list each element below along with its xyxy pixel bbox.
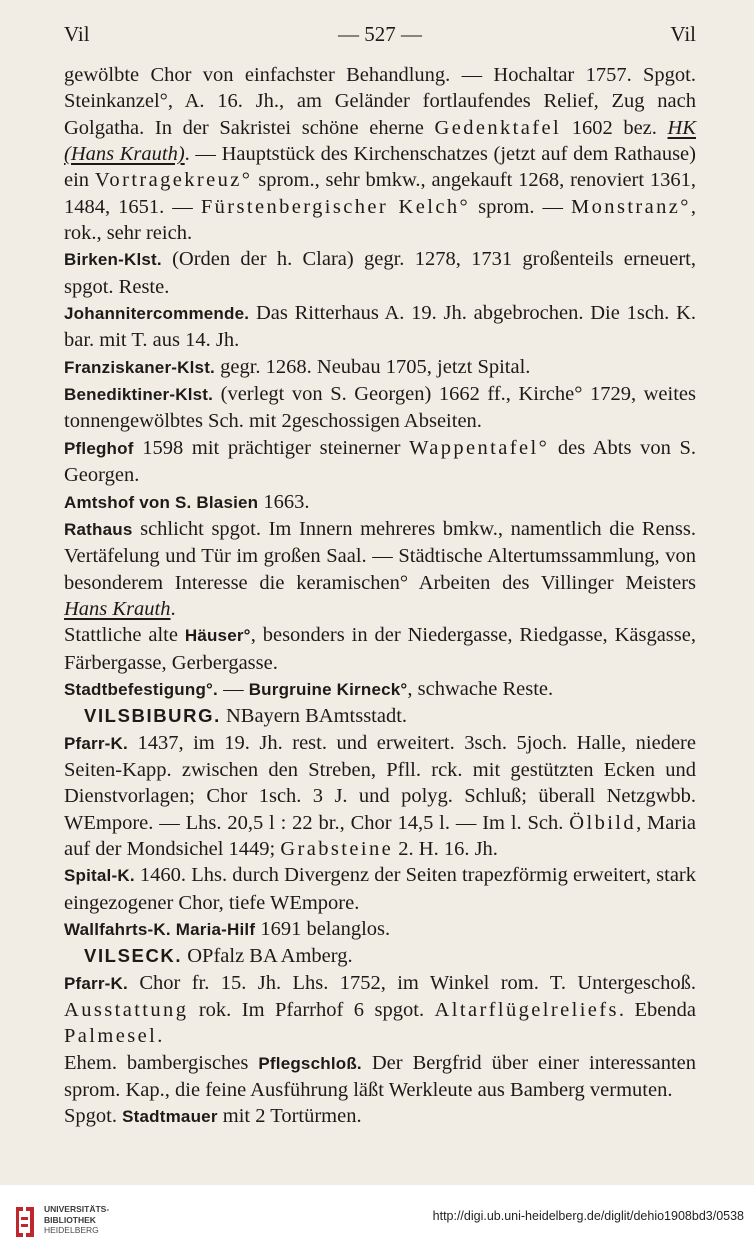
spaced-term: Vortragekreuz° [94, 169, 253, 192]
entry-paragraph [64, 703, 696, 729]
logo-line-2: BIBLIOTHEK [44, 1214, 96, 1225]
entry-text: Spgot. [64, 1105, 123, 1128]
spaced-term: Ölbild [569, 811, 637, 834]
entry-text: gegr. 1268. Neubau 1705, jetzt Spital. [214, 355, 531, 378]
entry-heading: Benediktiner-Klst. [64, 385, 214, 405]
spaced-term: Ausstattung [64, 999, 189, 1022]
entry-paragraph [64, 970, 696, 1050]
body-text [64, 62, 696, 1131]
library-logo[interactable] [12, 1202, 127, 1242]
entry-text: 1460. Lhs. durch Divergenz der Seiten trapezförmig erweitert, stark eingezogener Chor, tiefe WEmpore. [64, 864, 696, 914]
entry-paragraph [64, 300, 696, 354]
spaced-term: Gedenktafel [434, 116, 562, 139]
entry-heading: Stadtbefestigung°. [64, 679, 218, 699]
entry-text: OPfalz BA Amberg. [182, 945, 353, 968]
header-right-keyword: Vil [670, 22, 696, 46]
entry-heading: Pfleghof [64, 438, 134, 458]
entry-paragraph [64, 381, 696, 435]
entry-paragraph [64, 516, 696, 622]
entry-text: schlicht spgot. Im Innern mehreres bmkw., namentlich die Renss. Vertäfelung und Tür im großen Saal. — Städtische Altertumssammlung, von besonderem Interesse die keramischen° Arbeiten des Villinger Meisters [64, 517, 696, 594]
entry-text: Chor fr. 15. Jh. Lhs. 1752, im Winkel rom. T. Untergeschoß. [127, 971, 696, 994]
entry-text: Der Bergfrid über einer interessanten sprom. Kap., die feine Ausführung läßt Werkleute aus Bamberg vermuten. [64, 1051, 697, 1102]
spaced-term: Monstranz° [571, 195, 691, 218]
entry-text: 1598 mit prächtiger steinerner [133, 436, 410, 459]
entry-text: Ehem. bambergisches [64, 1051, 259, 1074]
entry-text: 1663. [258, 490, 310, 513]
entry-text: . — Hauptstück des Kirchenschatzes (jetzt auf dem Rathause) ein [64, 143, 696, 192]
spaced-term: Wappentafel° [409, 436, 550, 459]
entry-text: (Orden der h. Clara) gegr. 1278, 1731 großenteils erneuert, spgot. Reste. [64, 248, 696, 298]
entry-paragraph [64, 943, 696, 969]
entry-paragraph [64, 435, 696, 489]
entry-text: , Maria auf der Mondsichel 1449; [64, 811, 696, 860]
entry-text: , besonders in der Niedergasse, Riedgasse, Käsgasse, Färbergasse, Gerbergasse. [64, 624, 696, 674]
entry-heading: Pflegschloß. [258, 1053, 362, 1073]
entry-text: mit 2 Tortürmen. [217, 1105, 362, 1128]
entry-heading: Johannitercommende. [64, 304, 250, 324]
entry-text: NBayern BAmtsstadt. [220, 705, 408, 728]
page-number: — 527 — [338, 22, 422, 46]
entry-paragraph [64, 676, 696, 703]
artist-name: HK (Hans Krauth) [64, 116, 696, 166]
entry-heading: Spital-K. [64, 866, 135, 886]
entry-paragraph [64, 1050, 696, 1104]
entry-paragraph [64, 622, 696, 676]
spaced-term: Palmesel [64, 1025, 158, 1048]
entry-text: . Ebenda [618, 999, 696, 1022]
entry-text: — [217, 677, 249, 700]
entry-heading: Häuser° [184, 626, 251, 646]
spaced-term: Grabsteine [280, 837, 394, 860]
entry-text: . [157, 1025, 163, 1048]
town-heading: VILSBIBURG. [84, 705, 221, 727]
entry-text: Stattliche alte [64, 624, 185, 647]
entry-text: sprom. — [470, 195, 572, 218]
entry-paragraph [64, 246, 696, 300]
entry-heading: Rathaus [64, 519, 133, 539]
entry-text: gewölbte Chor von einfachster Behandlung. — Hochaltar 1757. Spgot. Steinkanzel°, A. 16. Jh., am Geländer fortlaufendes Relief, Zug nach Golgatha. In der Sakristei schöne eherne [64, 64, 696, 139]
entry-text: 1437, im 19. Jh. rest. und erweitert. 3sch. 5joch. Halle, niedere Seiten-Kapp. zwischen den Streben, Pfll. rck. mit gestützten Ecken und Dienstvorlagen; Chor 1sch. 3 J. und polyg. Schluß; überall Netzgwbb. WEmpore. — Lhs. 20,5 l : 22 br., Chor 14,5 l. — Im l. Sch. [64, 731, 696, 834]
entry-text: des Abts von S. Georgen. [64, 436, 696, 487]
entry-paragraph [64, 489, 696, 516]
entry-text: (verlegt von S. Georgen) 1662 ff., Kirche° 1729, weites tonnengewölbtes Sch. mit 2geschossigen Abseiten. [64, 383, 696, 433]
entry-text: rok. Im Pfarrhof 6 spgot. [188, 999, 435, 1022]
town-heading: VILSECK. [84, 945, 183, 967]
logo-line-3: HEIDELBERG [44, 1225, 99, 1235]
entry-paragraph [64, 730, 696, 863]
entry-heading: Wallfahrts-K. Maria-Hilf [64, 920, 256, 939]
permalink-url[interactable]: http://digi.ub.uni-heidelberg.de/diglit/dehio1908bd3/0538 [432, 1209, 744, 1223]
entry-paragraph [64, 1103, 696, 1130]
entry-heading: Burgruine Kirneck° [248, 679, 408, 699]
spaced-term: Altarflügelreliefs [434, 999, 619, 1022]
running-header [64, 18, 696, 50]
entry-text: 2. H. 16. Jh. [393, 837, 498, 860]
footer-bar [0, 1185, 754, 1253]
entry-text: 1602 bez. [561, 116, 668, 139]
entry-text: . [170, 597, 176, 620]
header-left-keyword: Vil [64, 22, 90, 46]
entry-heading: Franziskaner-Klst. [64, 357, 215, 377]
library-emblem-icon [12, 1205, 38, 1239]
entry-text: , rok., sehr reich. [64, 195, 697, 245]
entry-paragraph [64, 862, 696, 916]
entry-paragraph [64, 354, 696, 381]
entry-heading: Pfarr-K. [64, 973, 128, 993]
spaced-term: Fürstenbergischer Kelch° [200, 195, 471, 218]
entry-paragraph [64, 62, 696, 246]
entry-text: Das Ritterhaus A. 19. Jh. abgebrochen. Die 1sch. K. bar. mit T. aus 14. Jh. [64, 302, 696, 352]
entry-text: 1691 belanglos. [255, 918, 391, 940]
logo-line-1: UNIVERSITÄTS- [44, 1204, 110, 1214]
entry-heading: Stadtmauer [122, 1107, 218, 1127]
entry-text: sprom., sehr bmkw., angekauft 1268, renoviert 1361, 1484, 1651. — [64, 169, 697, 218]
entry-heading: Amtshof von S. Blasien [64, 492, 259, 512]
library-name [44, 1204, 109, 1236]
entry-heading: Pfarr-K. [64, 733, 128, 753]
entry-text: , schwache Reste. [407, 677, 554, 700]
artist-name: Hans Krauth [64, 597, 171, 620]
entry-heading: Birken-Klst. [64, 250, 162, 270]
entry-paragraph [64, 916, 696, 943]
